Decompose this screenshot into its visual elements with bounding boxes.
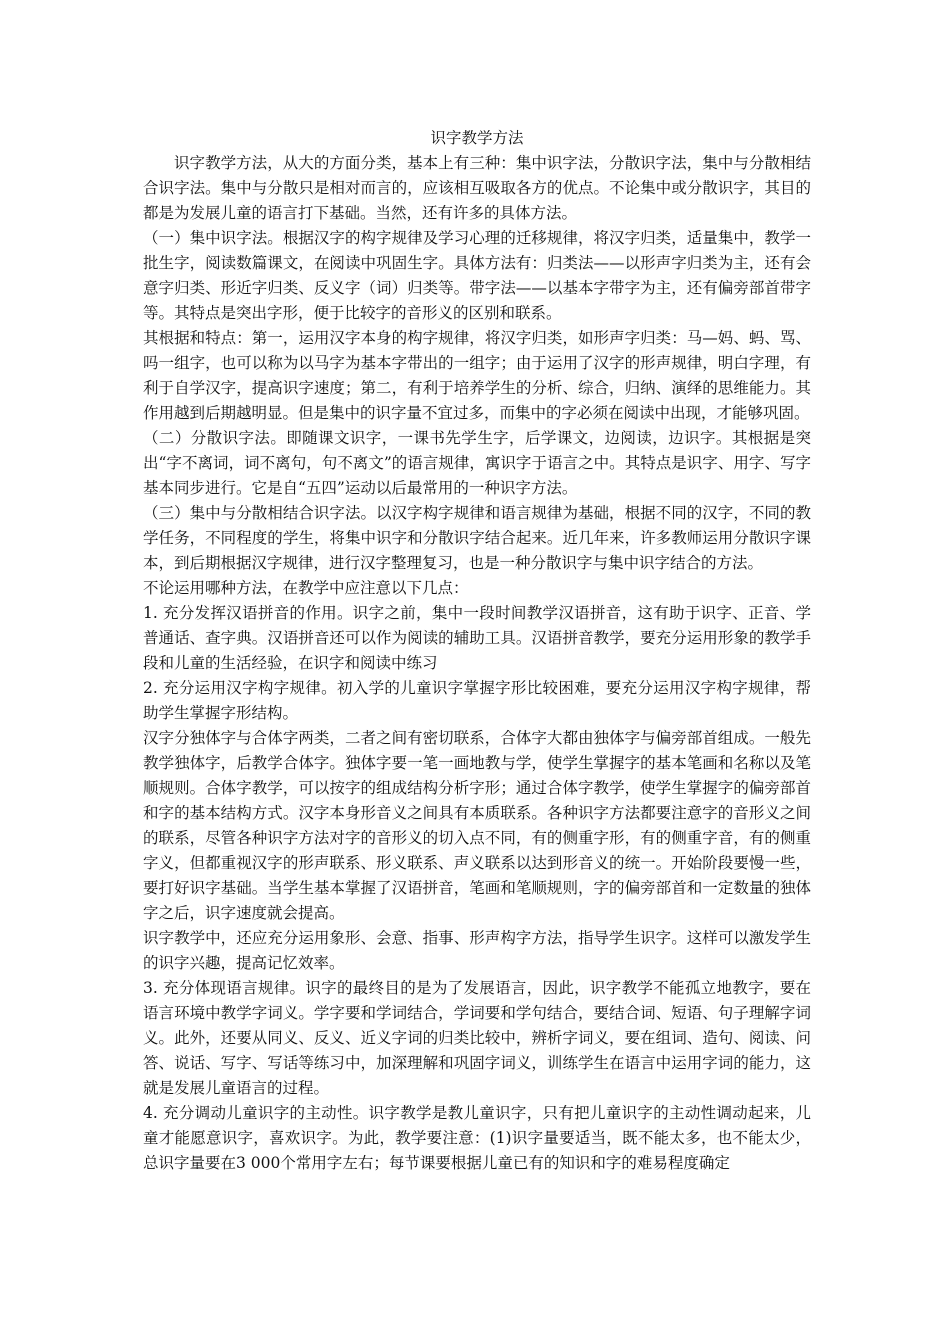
section-1-basis-paragraph: 其根据和特点：第一，运用汉字本身的构字规律，将汉字归类，如形声字归类：马—妈、蚂、骂、吗一组字，也可以称为以马字为基本字带出的一组字；由于运用了汉字的形声规律，明白字理，有利于自学汉字，提高识字速度；第二，有利于培养学生的分析、综合，归纳、演绎的思维能力。其作用越到后期越明显。但是集中的识字量不宜过多，而集中的字必须在阅读中出现，才能够巩固。 [143, 329, 811, 422]
note-2-extra-paragraph: 识字教学中，还应充分运用象形、会意、指事、形声构字方法，指导学生识字。这样可以激发学生的识字兴趣，提高记忆效率。 [143, 929, 811, 972]
note-2-paragraph: 2. 充分运用汉字构字规律。初入学的儿童识字掌握字形比较困难，要充分运用汉字构字规律，帮助学生掌握字形结构。 [143, 679, 811, 722]
note-2-detail-paragraph: 汉字分独体字与合体字两类，二者之间有密切联系，合体字大都由独体字与偏旁部首组成。一般先教学独体字，后教学合体字。独体字要一笔一画地教与学，使学生掌握字的基本笔画和名称以及笔顺规则。合体字教学，可以按字的组成结构分析字形；通过合体字教学，使学生掌握字的偏旁部首和字的基本结构方式。汉字本身形音义之间具有本质联系。各种识字方法都要注意字的音形义之间的联系，尽管各种识字方法对字的音形义的切入点不同，有的侧重字形，有的侧重字音，有的侧重字义，但都重视汉字的形声联系、形义联系、声义联系以达到形音义的统一。开始阶段要慢一些，要打好识字基础。当学生基本掌握了汉语拼音，笔画和笔顺规则，字的偏旁部首和一定数量的独体字之后，识字速度就会提高。 [143, 729, 811, 922]
note-3-paragraph: 3. 充分体现语言规律。识字的最终目的是为了发展语言，因此，识字教学不能孤立地教字，要在语言环境中教学字词义。学字要和学词结合，学词要和学句结合，要结合词、短语、句子理解字词义。此外，还要从同义、反义、近义字词的归类比较中，辨析字词义，要在组词、造句、阅读、问答、说话、写字、写话等练习中，加深理解和巩固字词义，训练学生在语言中运用字词的能力，这就是发展儿童语言的过程。 [143, 979, 811, 1097]
intro-paragraph: 识字教学方法，从大的方面分类，基本上有三种：集中识字法，分散识字法，集中与分散相结合识字法。集中与分散只是相对而言的，应该相互吸取各方的优点。不论集中或分散识字，其目的都是为发展儿童的语言打下基础。当然，还有许多的具体方法。 [143, 154, 811, 222]
section-2-paragraph: （二）分散识字法。即随课文识字，一课书先学生字，后学课文，边阅读，边识字。其根据是突出“字不离词，词不离句，句不离文”的语言规律，寓识字于语言之中。其特点是识字、用字、写字基本同步进行。它是自“五四”运动以后最常用的一种识字方法。 [143, 429, 811, 497]
note-4-paragraph: 4. 充分调动儿童识字的主动性。识字教学是教儿童识字，只有把儿童识字的主动性调动起来，儿童才能愿意识字，喜欢识字。为此，教学要注意：(1)识字量要适当，既不能太多，也不能太少，总识字量要在3 000个常用字左右；每节课要根据儿童已有的知识和字的难易程度确定 [143, 1104, 811, 1172]
document-title: 识字教学方法 [430, 129, 524, 147]
note-1-paragraph: 1. 充分发挥汉语拼音的作用。识字之前，集中一段时间教学汉语拼音，这有助于识字、正音、学普通话、查字典。汉语拼音还可以作为阅读的辅助工具。汉语拼音教学，要充分运用形象的教学手段和儿童的生活经验，在识字和阅读中练习 [143, 604, 811, 672]
section-1-paragraph: （一）集中识字法。根据汉字的构字规律及学习心理的迁移规律，将汉字归类，适量集中，教学一批生字，阅读数篇课文，在阅读中巩固生字。具体方法有：归类法——以形声字归类为主，还有会意字归类、形近字归类、反义字（词）归类等。带字法——以基本字带字为主，还有偏旁部首带字等。其特点是突出字形，便于比较字的音形义的区别和联系。 [143, 229, 811, 322]
section-3-paragraph: （三）集中与分散相结合识字法。以汉字构字规律和语言规律为基础，根据不同的汉字，不同的教学任务，不同程度的学生，将集中识字和分散识字结合起来。近几年来，许多教师运用分散识字课本，到后期根据汉字规律，进行汉字整理复习，也是一种分散识字与集中识字结合的方法。 [143, 504, 811, 572]
document-page [143, 125, 811, 1176]
notes-intro-paragraph: 不论运用哪种方法，在教学中应注意以下几点： [143, 579, 469, 597]
